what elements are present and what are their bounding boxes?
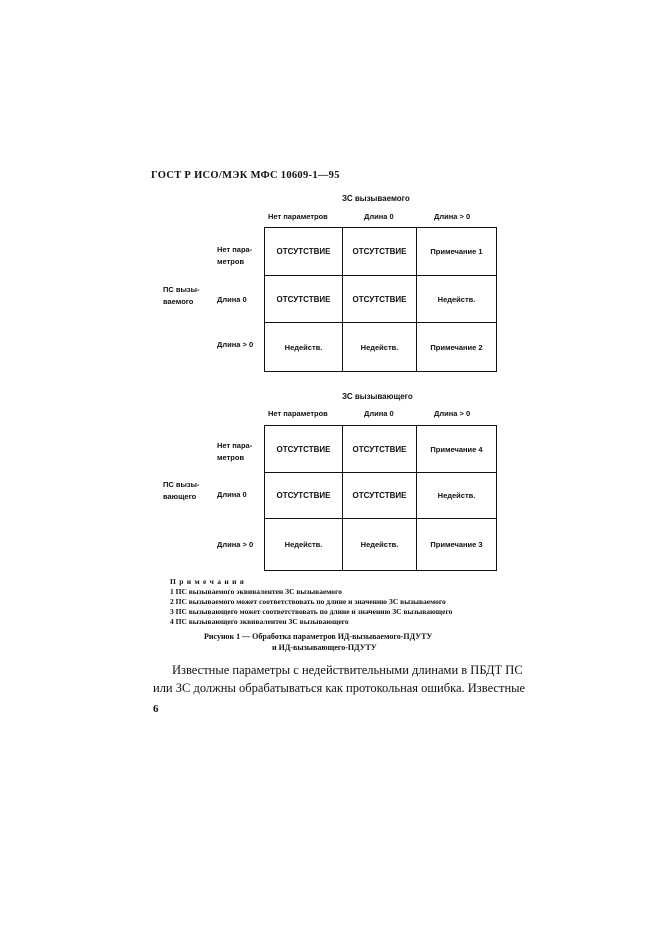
table2-col-header-2: Длина 0 <box>364 409 394 418</box>
table1-side-label: ПС вызы- ваемого <box>163 285 200 306</box>
table2-cell: Примечание 4 <box>417 426 497 473</box>
table2-row-header-1: Нет пара- метров <box>217 441 253 462</box>
table1-cell: ОТСУТСТВИЕ <box>265 228 343 276</box>
table1-row-header-2: Длина 0 <box>217 295 247 304</box>
body-paragraph-line1: Известные параметры с недействительными длинами в ПБДТ ПС <box>172 663 523 677</box>
table2-grid <box>264 425 497 571</box>
table1-caption: ЗС вызываемого <box>342 194 410 203</box>
table2-cell: ОТСУТСТВИЕ <box>265 426 343 473</box>
table1-col-header-2: Длина 0 <box>364 212 394 221</box>
table1-cell: ОТСУТСТВИЕ <box>343 276 417 323</box>
table1-cell: Недейств. <box>343 323 417 372</box>
body-paragraph-line2: или ЗС должны обрабатываться как протокольная ошибка. Известные <box>153 681 526 695</box>
table1-row-header-1: Нет пара- метров <box>217 245 253 266</box>
table1-grid <box>264 227 497 372</box>
table1-col-header-1: Нет параметров <box>268 212 328 221</box>
table2-row-header-3: Длина > 0 <box>217 540 254 549</box>
table2-caption: ЗС вызывающего <box>342 392 413 401</box>
table2-cell: Примечание 3 <box>417 519 497 571</box>
table1-cell: ОТСУТСТВИЕ <box>343 228 417 276</box>
figure-caption-line1: Рисунок 1 — Обработка параметров ИД-вызываемого-ПДУТУ <box>204 632 433 641</box>
table2-cell: ОТСУТСТВИЕ <box>343 426 417 473</box>
table2-row-header-2: Длина 0 <box>217 490 247 499</box>
table2-cell: Недейств. <box>343 519 417 571</box>
table1-cell: Недейств. <box>265 323 343 372</box>
table1-cell: Примечание 2 <box>417 323 497 372</box>
table1-row-header-3: Длина > 0 <box>217 340 254 349</box>
note-item: 4 ПС вызывающего эквивалентен ЗС вызывающего <box>170 617 349 626</box>
table1-cell: Недейств. <box>417 276 497 323</box>
table2-col-header-3: Длина > 0 <box>434 409 471 418</box>
table1-cell: ОТСУТСТВИЕ <box>265 276 343 323</box>
page-number: 6 <box>153 703 159 715</box>
notes-title: Примечания <box>170 577 248 586</box>
table2-cell: Недейств. <box>417 473 497 519</box>
table2-cell: ОТСУТСТВИЕ <box>265 473 343 519</box>
table2-cell: ОТСУТСТВИЕ <box>343 473 417 519</box>
table1-col-header-3: Длина > 0 <box>434 212 471 221</box>
note-item: 2 ПС вызываемого может соответствовать по длине и значению ЗС вызываемого <box>170 597 446 606</box>
notes-block <box>170 577 452 627</box>
note-item: 3 ПС вызывающего может соответствовать по длине и значению ЗС вызывающего <box>170 607 453 616</box>
note-item: 1 ПС вызываемого эквивалентен ЗС вызываемого <box>170 587 343 596</box>
document-header: ГОСТ Р ИСО/МЭК МФС 10609-1—95 <box>151 170 340 181</box>
table2-col-header-1: Нет параметров <box>268 409 328 418</box>
table2-cell: Недейств. <box>265 519 343 571</box>
table1-cell: Примечание 1 <box>417 228 497 276</box>
table2-side-label: ПС вызы- вающего <box>163 480 200 501</box>
figure-caption-line2: и ИД-вызывающего-ПДУТУ <box>272 643 377 652</box>
